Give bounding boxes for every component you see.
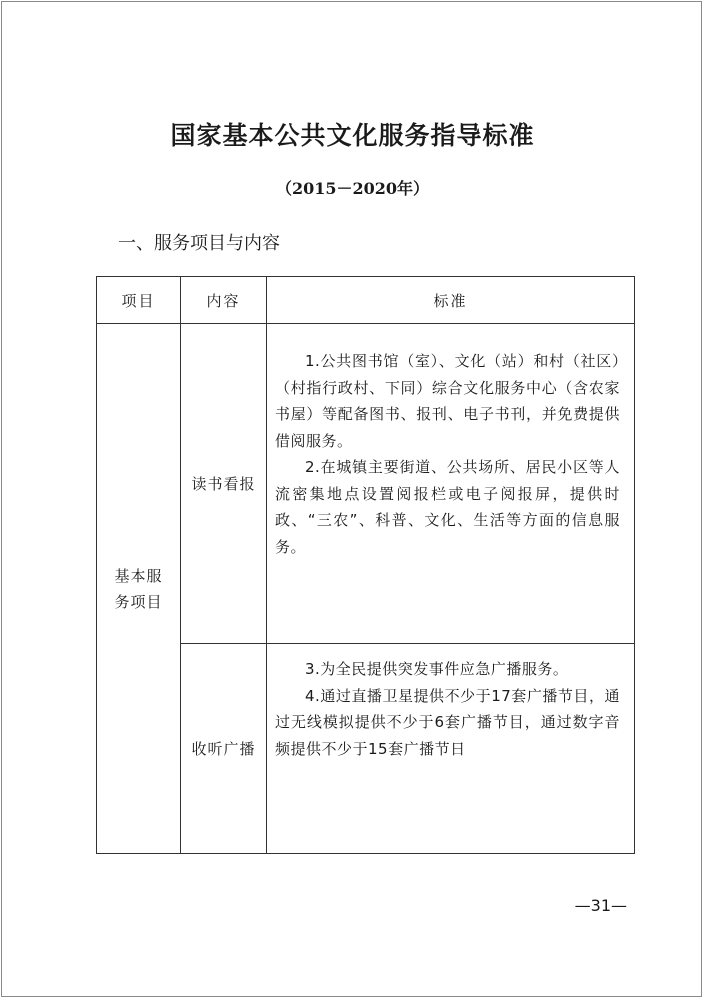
content-cell-reading: 读书看报 — [181, 324, 267, 644]
page-title: 国家基本公共文化服务指导标准 — [170, 121, 535, 150]
page-subtitle: （2015－2020年） — [275, 179, 430, 198]
standard-cell-radio — [267, 644, 635, 854]
category-cell: 基本服务项目 — [97, 324, 181, 854]
header-content: 内容 — [181, 277, 267, 324]
standards-table — [96, 276, 635, 854]
header-project: 项目 — [97, 277, 181, 324]
page-number: —31— — [574, 896, 627, 915]
standard-item: 3.为全民提供突发事件应急广播服务。 — [305, 660, 569, 678]
standard-cell-reading — [267, 324, 635, 644]
header-standard: 标准 — [267, 277, 635, 324]
standard-item: 4.通过直播卫星提供不少于17套广播节目，通过无线模拟提供不少于6套广播节目，通过数字音频提供不少于15套广播节日 — [275, 686, 620, 758]
section-heading: 一、服务项目与内容 — [118, 233, 280, 254]
table-row — [97, 324, 635, 644]
content-cell-radio: 收听广播 — [181, 644, 267, 854]
standard-item: 2.在城镇主要街道、公共场所、居民小区等人流密集地点设置阅报栏或电子阅报屏，提供时政、“三农”、科普、文化、生活等方面的信息服务。 — [275, 458, 620, 556]
standard-item: 1.公共图书馆（室）、文化（站）和村（社区）（村指行政村、下同）综合文化服务中心（含农家书屋）等配备图书、报刊、电子书刊，并免费提供借阅服务。 — [275, 352, 620, 450]
table-header-row — [97, 277, 635, 324]
